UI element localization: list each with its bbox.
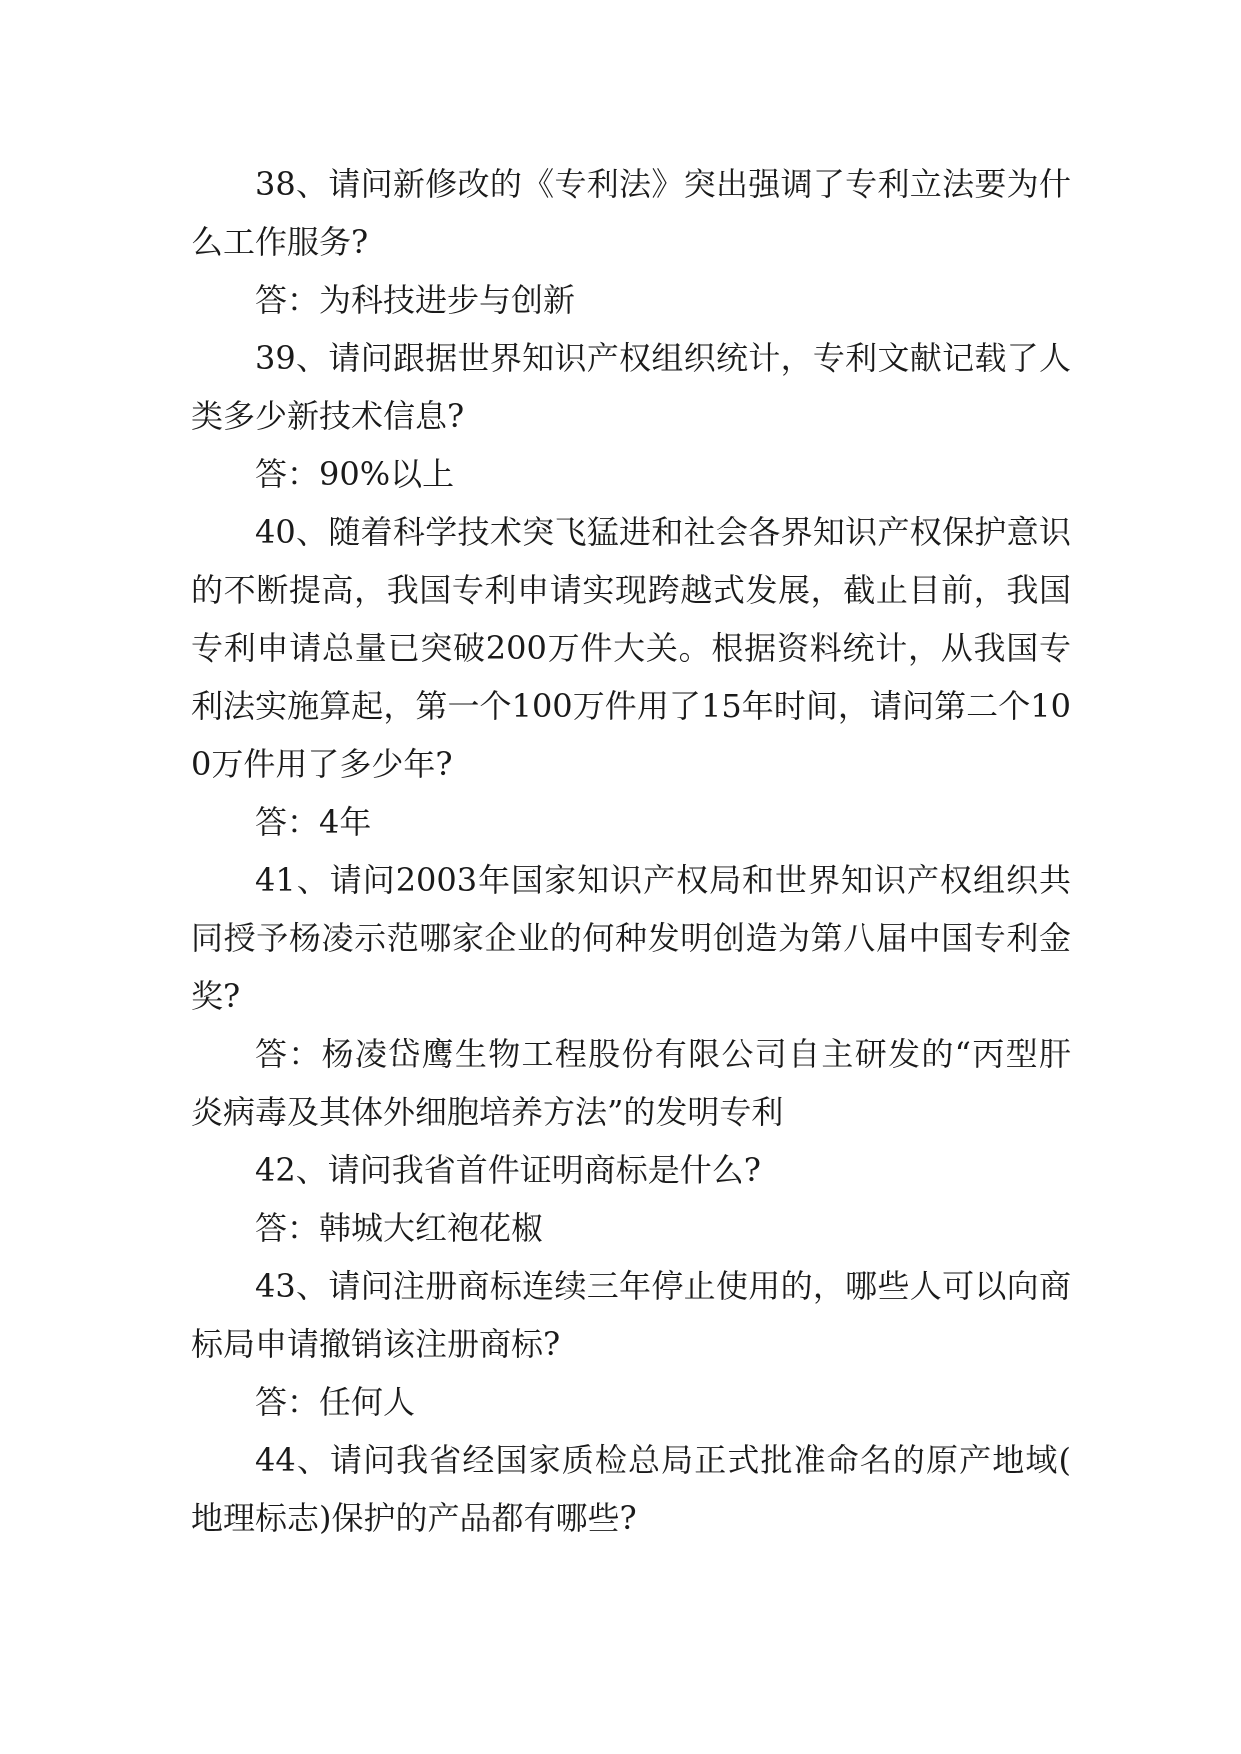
- question-39: 39、请问跟据世界知识产权组织统计，专利文献记载了人类多少新技术信息?: [191, 339, 1071, 435]
- answer-41: 答：杨凌岱鹰生物工程股份有限公司自主研发的“丙型肝炎病毒及其体外细胞培养方法”的发明专利: [191, 1035, 1071, 1131]
- question-42: 42、请问我省首件证明商标是什么?: [255, 1151, 761, 1189]
- answer-40: 答：4年: [255, 803, 372, 841]
- answer-42: 答：韩城大红袍花椒: [255, 1209, 544, 1247]
- answer-39: 答：90%以上: [255, 455, 455, 493]
- question-40: 40、随着科学技术突飞猛进和社会各界知识产权保护意识的不断提高，我国专利申请实现跨越式发展，截止目前，我国专利申请总量已突破200万件大关。根据资料统计，从我国专利法实施算起，第一个100万件用了15年时间，请问第二个100万件用了多少年?: [191, 513, 1071, 783]
- answer-43: 答：任何人: [255, 1383, 416, 1421]
- question-44: 44、请问我省经国家质检总局正式批准命名的原产地域(地理标志)保护的产品都有哪些?: [191, 1441, 1071, 1537]
- question-43: 43、请问注册商标连续三年停止使用的，哪些人可以向商标局申请撤销该注册商标?: [191, 1267, 1071, 1363]
- question-38: 38、请问新修改的《专利法》突出强调了专利立法要为什么工作服务?: [191, 165, 1071, 261]
- question-41: 41、请问2003年国家知识产权局和世界知识产权组织共同授予杨凌示范哪家企业的何种发明创造为第八届中国专利金奖?: [191, 861, 1071, 1015]
- answer-38: 答：为科技进步与创新: [255, 281, 576, 319]
- qa-content: [191, 155, 1071, 1547]
